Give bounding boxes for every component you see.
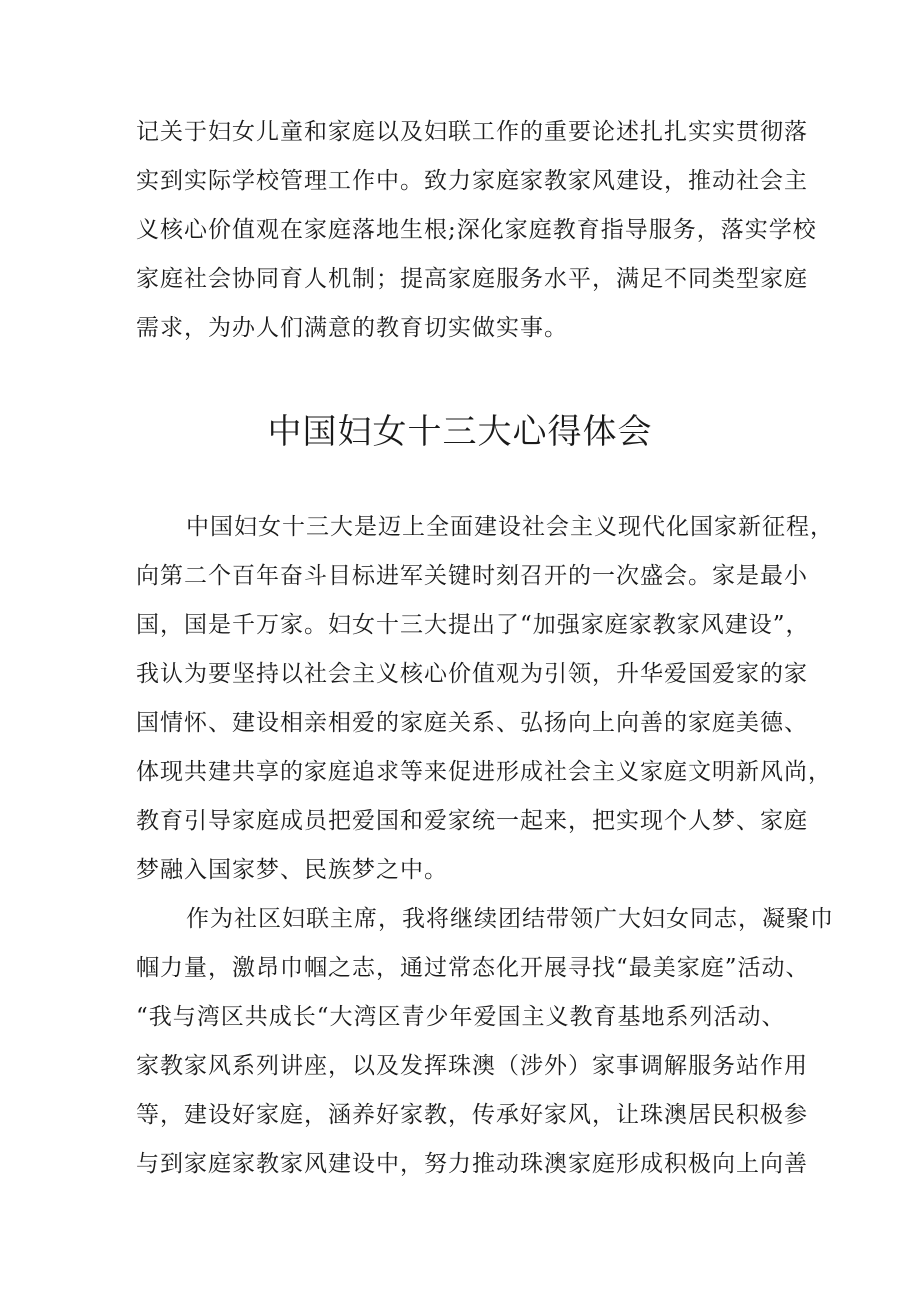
intro-line: 义核心价值观在家庭落地生根;深化家庭教育指导服务，落实学校 (136, 217, 817, 243)
paragraph1-line: 向第二个百年奋斗目标进军关键时刻召开的一次盛会。家是最小 (136, 563, 808, 589)
paragraph1-line: 梦融入国家梦、民族梦之中。 (136, 857, 448, 883)
paragraph2-line: 等，建设好家庭，涵养好家教，传承好家风，让珠澳居民积极参 (136, 1102, 808, 1128)
intro-line: 需求，为办人们满意的教育切实做实事。 (136, 315, 568, 341)
paragraph1-line: 国，国是千万家。妇女十三大提出了“加强家庭家教家风建设”， (136, 612, 810, 638)
intro-line: 实到实际学校管理工作中。致力家庭家教家风建设，推动社会主 (136, 168, 808, 194)
intro-line: 记关于妇女儿童和家庭以及妇联工作的重要论述扎扎实实贯彻落 (136, 119, 808, 145)
paragraph1-line: 体现共建共享的家庭追求等来促进形成社会主义家庭文明新风尚， (136, 759, 832, 785)
paragraph2-line: 与到家庭家教家风建设中，努力推动珠澳家庭形成积极向上向善 (136, 1151, 808, 1177)
paragraph1-line: 国情怀、建设相亲相爱的家庭关系、弘扬向上向善的家庭美德、 (136, 710, 808, 736)
page-title: 中国妇女十三大心得体会 (267, 412, 653, 452)
paragraph2-line: 作为社区妇联主席，我将继续团结带领广大妇女同志，凝聚巾 (186, 906, 834, 932)
paragraph2-line: 家教家风系列讲座，以及发挥珠澳（涉外）家事调解服务站作用 (136, 1053, 808, 1079)
paragraph1-line: 教育引导家庭成员把爱国和爱家统一起来，把实现个人梦、家庭 (136, 808, 808, 834)
paragraph2-line: “我与湾区共成长“大湾区青少年爱国主义教育基地系列活动、 (136, 1004, 786, 1030)
paragraph2-line: 帼力量，激昂巾帼之志，通过常态化开展寻找“最美家庭”活动、 (136, 955, 810, 981)
paragraph1-line: 中国妇女十三大是迈上全面建设社会主义现代化国家新征程， (186, 514, 834, 540)
intro-line: 家庭社会协同育人机制；提高家庭服务水平，满足不同类型家庭 (136, 266, 808, 292)
paragraph1-line: 我认为要坚持以社会主义核心价值观为引领，升华爱国爱家的家 (136, 661, 808, 687)
